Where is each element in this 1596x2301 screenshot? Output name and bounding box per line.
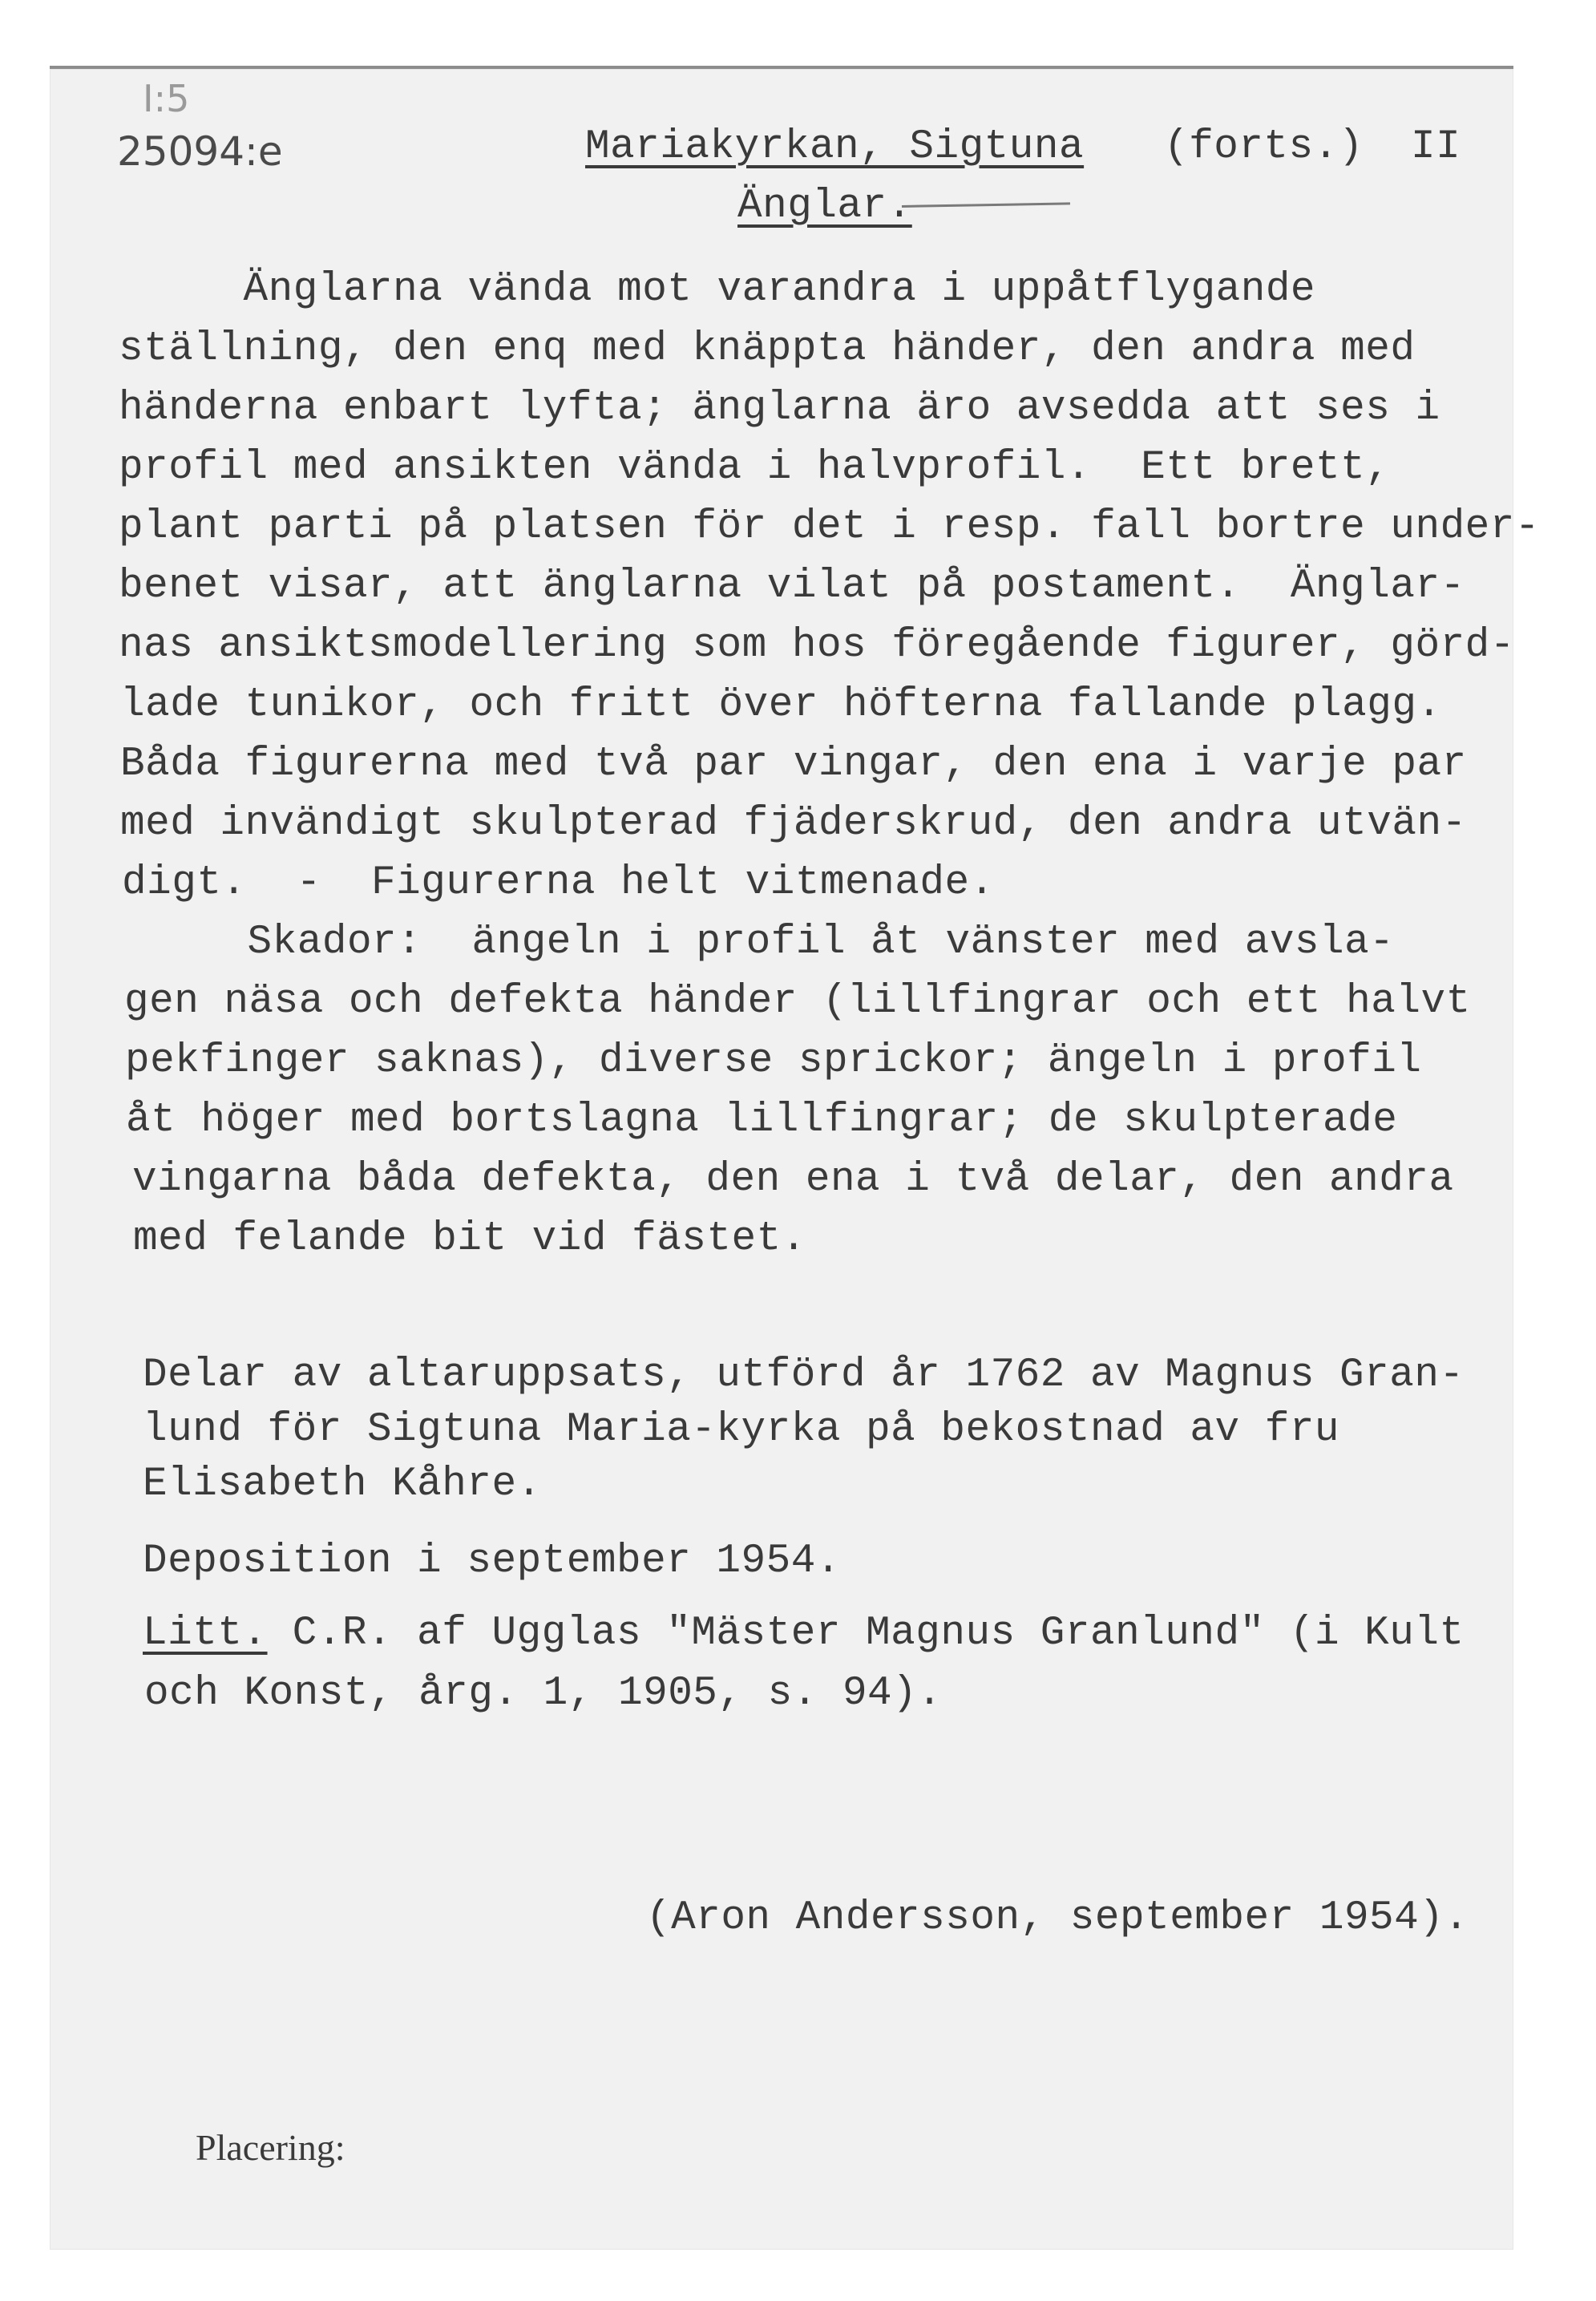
text-line: digt. - Figurerna helt vitmenade. (122, 860, 995, 906)
text-line: händerna enbart lyfta; änglarna äro avsedda att ses i (119, 386, 1440, 431)
text-line: ställning, den enq med knäppta händer, den andra med (119, 326, 1416, 372)
header-subtitle: Änglar. (737, 184, 912, 229)
deposition-line: Deposition i september 1954. (143, 1539, 841, 1584)
text-line: med felande bit vid fästet. (133, 1216, 806, 1262)
placement-label: Placering: (196, 2127, 345, 2168)
text-line: Båda figurerna med två par vingar, den ena i varje par (120, 742, 1467, 787)
text-line: Delar av altaruppsats, utförd år 1762 av Magnus Gran- (143, 1353, 1465, 1398)
literature-label: Litt. (143, 1611, 268, 1656)
literature-line-2: och Konst, årg. 1, 1905, s. 94). (144, 1671, 943, 1717)
literature-text: C.R. af Ugglas "Mäster Magnus Granlund" (i Kult (267, 1611, 1465, 1656)
text-line: med invändigt skulpterad fjäderskrud, den andra utvän- (120, 801, 1467, 847)
text-line: benet visar, att änglarna vilat på postament. Änglar- (119, 564, 1465, 609)
text-line: Elisabeth Kåhre. (143, 1462, 542, 1507)
header-continuation: (forts.) (1164, 124, 1364, 170)
text-line: plant parti på platsen för det i resp. fall bortre under- (119, 504, 1540, 550)
catalog-number: 25094:e (117, 128, 283, 175)
text-line: lade tunikor, och fritt över höfterna fallande plagg. (120, 682, 1442, 728)
text-line: gen näsa och defekta händer (lillfingrar och ett halvt (124, 979, 1471, 1025)
text-line: vingarna båda defekta, den ena i två delar, den andra (132, 1157, 1454, 1203)
text-line: Skador: ängeln i profil åt vänster med avsla- (123, 920, 1395, 965)
signature-line: (Aron Andersson, september 1954). (646, 1895, 1469, 1941)
pencil-mark: I:5 (143, 77, 190, 120)
text-line: åt höger med bortslagna lillfingrar; de skulpterade (126, 1098, 1398, 1143)
text-line: nas ansiktsmodellering som hos föregående figurer, görd- (119, 623, 1515, 669)
text-line: pekfinger saknas), diverse sprickor; ängeln i profil (125, 1038, 1422, 1084)
text-line: lund för Sigtuna Maria-kyrka på bekostnad av fru (143, 1407, 1340, 1453)
header-title: Mariakyrkan, Sigtuna (585, 124, 1085, 170)
header-page-number: II (1411, 124, 1461, 170)
text-line: Änglarna vända mot varandra i uppåtflygande (119, 267, 1316, 313)
text-line: profil med ansikten vända i halvprofil. Ett brett, (119, 445, 1391, 491)
literature-line-1 (143, 1613, 1465, 1654)
